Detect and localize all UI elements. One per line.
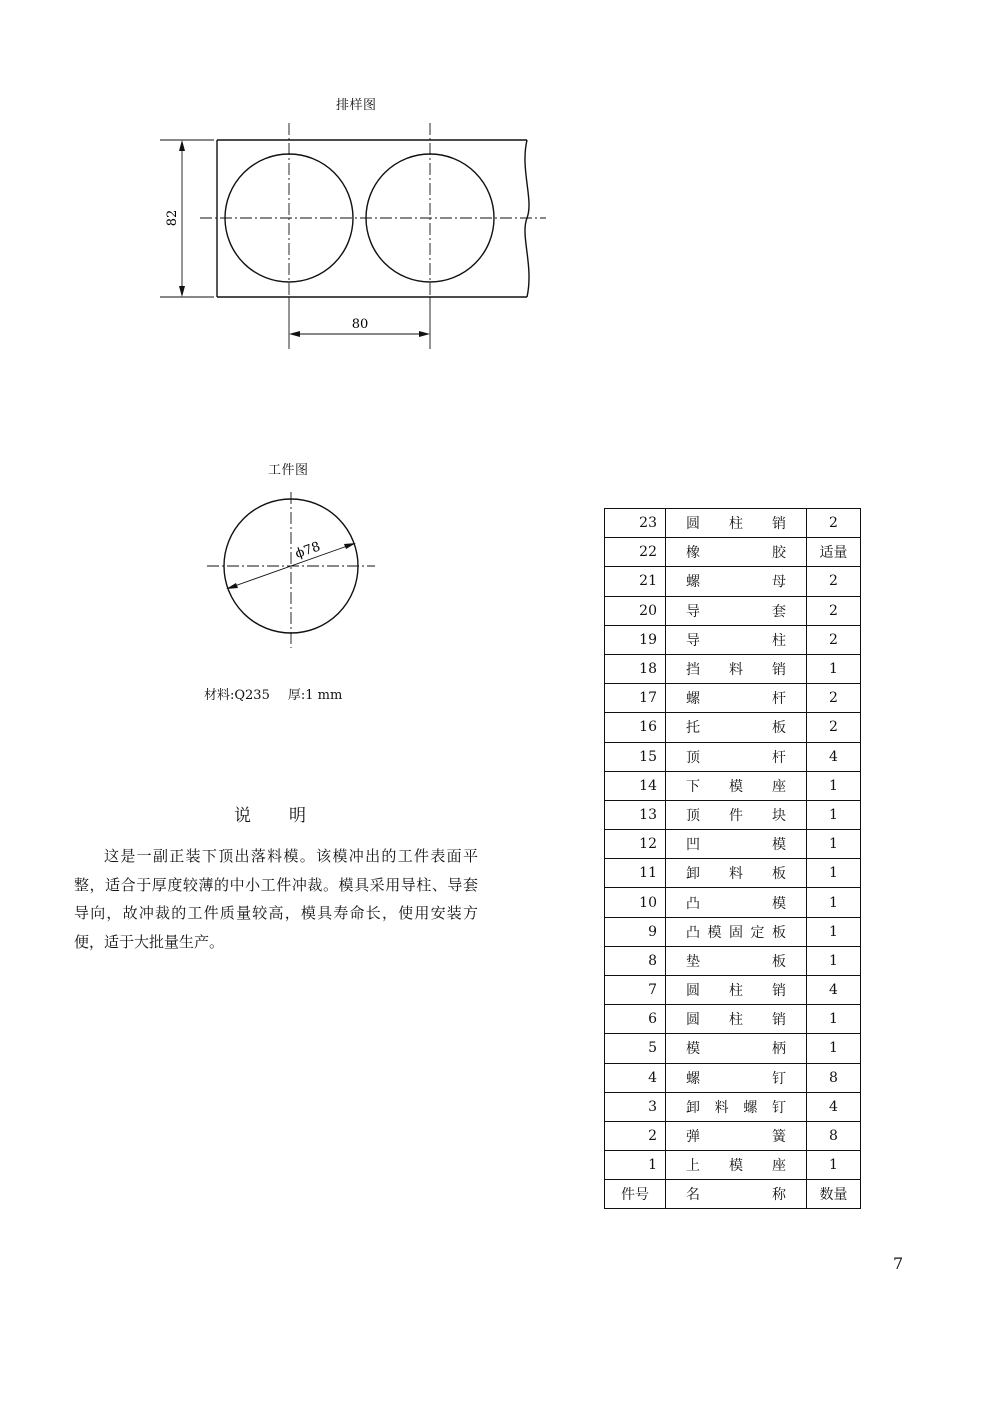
- part-name-cell: [666, 1063, 807, 1092]
- table-row: [605, 509, 861, 538]
- part-name: 垫板: [686, 953, 786, 970]
- header-quantity: 数量: [807, 1180, 861, 1209]
- part-quantity-cell: 2: [807, 625, 861, 654]
- part-quantity-cell: 2: [807, 713, 861, 742]
- part-number-cell: 5: [605, 1034, 666, 1063]
- part-number-cell: 11: [605, 859, 666, 888]
- part-name: 下模座: [686, 778, 786, 795]
- table-row: [605, 1063, 861, 1092]
- header-part-number: 件号: [605, 1180, 666, 1209]
- part-number-cell: 9: [605, 917, 666, 946]
- part-quantity-cell: 1: [807, 771, 861, 800]
- table-row: [605, 946, 861, 975]
- part-number-cell: 4: [605, 1063, 666, 1092]
- part-name: 圆柱销: [686, 983, 786, 1000]
- part-number-cell: 13: [605, 800, 666, 829]
- part-name-cell: [666, 625, 807, 654]
- part-name-cell: [666, 1092, 807, 1121]
- part-name: 螺钉: [686, 1070, 786, 1087]
- part-name: 卸料板: [686, 866, 786, 883]
- table-row: [605, 684, 861, 713]
- part-name-cell: [666, 1151, 807, 1180]
- table-row: [605, 538, 861, 567]
- table-row: [605, 1005, 861, 1034]
- table-row: [605, 859, 861, 888]
- part-name: 凹模: [686, 837, 786, 854]
- part-quantity-cell: 4: [807, 742, 861, 771]
- part-name-cell: [666, 1034, 807, 1063]
- header-part-name-cell: [666, 1180, 807, 1209]
- part-quantity-cell: 2: [807, 567, 861, 596]
- part-name-cell: [666, 538, 807, 567]
- table-row: [605, 596, 861, 625]
- table-row: [605, 830, 861, 859]
- layout-pitch-dimension: 80: [351, 317, 369, 332]
- layout-height-dimension: 82: [165, 209, 180, 227]
- part-name-cell: [666, 946, 807, 975]
- workpiece-diagram-title: 工件图: [268, 463, 309, 478]
- layout-diagram-title: 排样图: [336, 98, 377, 113]
- part-name-cell: [666, 888, 807, 917]
- part-quantity-cell: 4: [807, 976, 861, 1005]
- part-name-cell: [666, 917, 807, 946]
- part-quantity-cell: 1: [807, 1005, 861, 1034]
- part-number-cell: 20: [605, 596, 666, 625]
- part-quantity-cell: 2: [807, 596, 861, 625]
- part-name: 导柱: [686, 632, 786, 649]
- part-name: 托板: [686, 720, 786, 737]
- table-row: [605, 1121, 861, 1150]
- part-name-cell: [666, 976, 807, 1005]
- table-row: [605, 742, 861, 771]
- part-number-cell: 8: [605, 946, 666, 975]
- part-name: 导套: [686, 603, 786, 620]
- part-name-cell: [666, 771, 807, 800]
- part-quantity-cell: 1: [807, 946, 861, 975]
- part-name-cell: [666, 713, 807, 742]
- part-name-cell: [666, 830, 807, 859]
- workpiece-diameter-dimension: ϕ78: [293, 539, 323, 562]
- table-row: [605, 713, 861, 742]
- part-number-cell: 23: [605, 509, 666, 538]
- thickness-label: 厚:1 mm: [287, 688, 343, 703]
- part-number-cell: 14: [605, 771, 666, 800]
- part-name: 凸模固定板: [686, 924, 786, 941]
- table-row: [605, 1151, 861, 1180]
- part-number-cell: 2: [605, 1121, 666, 1150]
- part-number-cell: 17: [605, 684, 666, 713]
- workpiece-diagram: [195, 490, 385, 660]
- table-row: [605, 888, 861, 917]
- part-name-cell: [666, 1121, 807, 1150]
- part-number-cell: 6: [605, 1005, 666, 1034]
- part-name: 凸模: [686, 895, 786, 912]
- part-name: 顶件块: [686, 807, 786, 824]
- table-row: [605, 1092, 861, 1121]
- description-text: 这是一副正装下顶出落料模。该模冲出的工件表面平整，适合于厚度较薄的中小工件冲裁。模具采用导柱、导套导向，故冲裁的工件质量较高，模具寿命长，使用安装方便，适于大批量生产。: [74, 847, 478, 951]
- part-name: 圆柱销: [686, 516, 786, 533]
- part-quantity-cell: 1: [807, 654, 861, 683]
- part-number-cell: 7: [605, 976, 666, 1005]
- part-number-cell: 21: [605, 567, 666, 596]
- part-number-cell: 10: [605, 888, 666, 917]
- table-row: [605, 917, 861, 946]
- part-number-cell: 22: [605, 538, 666, 567]
- part-quantity-cell: 2: [807, 509, 861, 538]
- table-row: [605, 654, 861, 683]
- part-name-cell: [666, 800, 807, 829]
- part-name-cell: [666, 567, 807, 596]
- material-spec: [204, 684, 342, 703]
- page-number: 7: [893, 1254, 904, 1273]
- layout-diagram: [150, 115, 560, 355]
- part-name-cell: [666, 684, 807, 713]
- part-name-cell: [666, 742, 807, 771]
- table-row: [605, 1034, 861, 1063]
- part-name: 顶杆: [686, 749, 786, 766]
- description-heading: 说明: [234, 806, 344, 826]
- parts-table: [604, 508, 861, 1209]
- part-name: 螺杆: [686, 691, 786, 708]
- part-quantity-cell: 1: [807, 917, 861, 946]
- header-part-name: 名称: [686, 1187, 786, 1204]
- part-name: 圆柱销: [686, 1012, 786, 1029]
- part-number-cell: 1: [605, 1151, 666, 1180]
- part-name-cell: [666, 1005, 807, 1034]
- table-row: [605, 771, 861, 800]
- part-quantity-cell: 1: [807, 1151, 861, 1180]
- material-label: 材料:Q235: [204, 688, 270, 703]
- part-quantity-cell: 1: [807, 830, 861, 859]
- part-quantity-cell: 1: [807, 800, 861, 829]
- table-row: [605, 800, 861, 829]
- part-quantity-cell: 8: [807, 1063, 861, 1092]
- part-name-cell: [666, 509, 807, 538]
- table-row: [605, 567, 861, 596]
- part-number-cell: 19: [605, 625, 666, 654]
- part-quantity-cell: 适量: [807, 538, 861, 567]
- table-row: [605, 625, 861, 654]
- part-number-cell: 15: [605, 742, 666, 771]
- part-number-cell: 16: [605, 713, 666, 742]
- part-quantity-cell: 1: [807, 859, 861, 888]
- part-quantity-cell: 1: [807, 888, 861, 917]
- table-header-row: [605, 1180, 861, 1209]
- part-name-cell: [666, 859, 807, 888]
- part-name: 上模座: [686, 1158, 786, 1175]
- part-name: 模柄: [686, 1041, 786, 1058]
- table-row: [605, 976, 861, 1005]
- part-number-cell: 3: [605, 1092, 666, 1121]
- part-number-cell: 18: [605, 654, 666, 683]
- part-number-cell: 12: [605, 830, 666, 859]
- part-name: 橡胶: [686, 545, 786, 562]
- part-name: 卸料螺钉: [686, 1099, 786, 1116]
- part-name-cell: [666, 596, 807, 625]
- part-name: 弹簧: [686, 1129, 786, 1146]
- part-quantity-cell: 4: [807, 1092, 861, 1121]
- part-name: 螺母: [686, 574, 786, 591]
- part-quantity-cell: 8: [807, 1121, 861, 1150]
- part-name: 挡料销: [686, 662, 786, 679]
- part-name-cell: [666, 654, 807, 683]
- part-quantity-cell: 1: [807, 1034, 861, 1063]
- part-quantity-cell: 2: [807, 684, 861, 713]
